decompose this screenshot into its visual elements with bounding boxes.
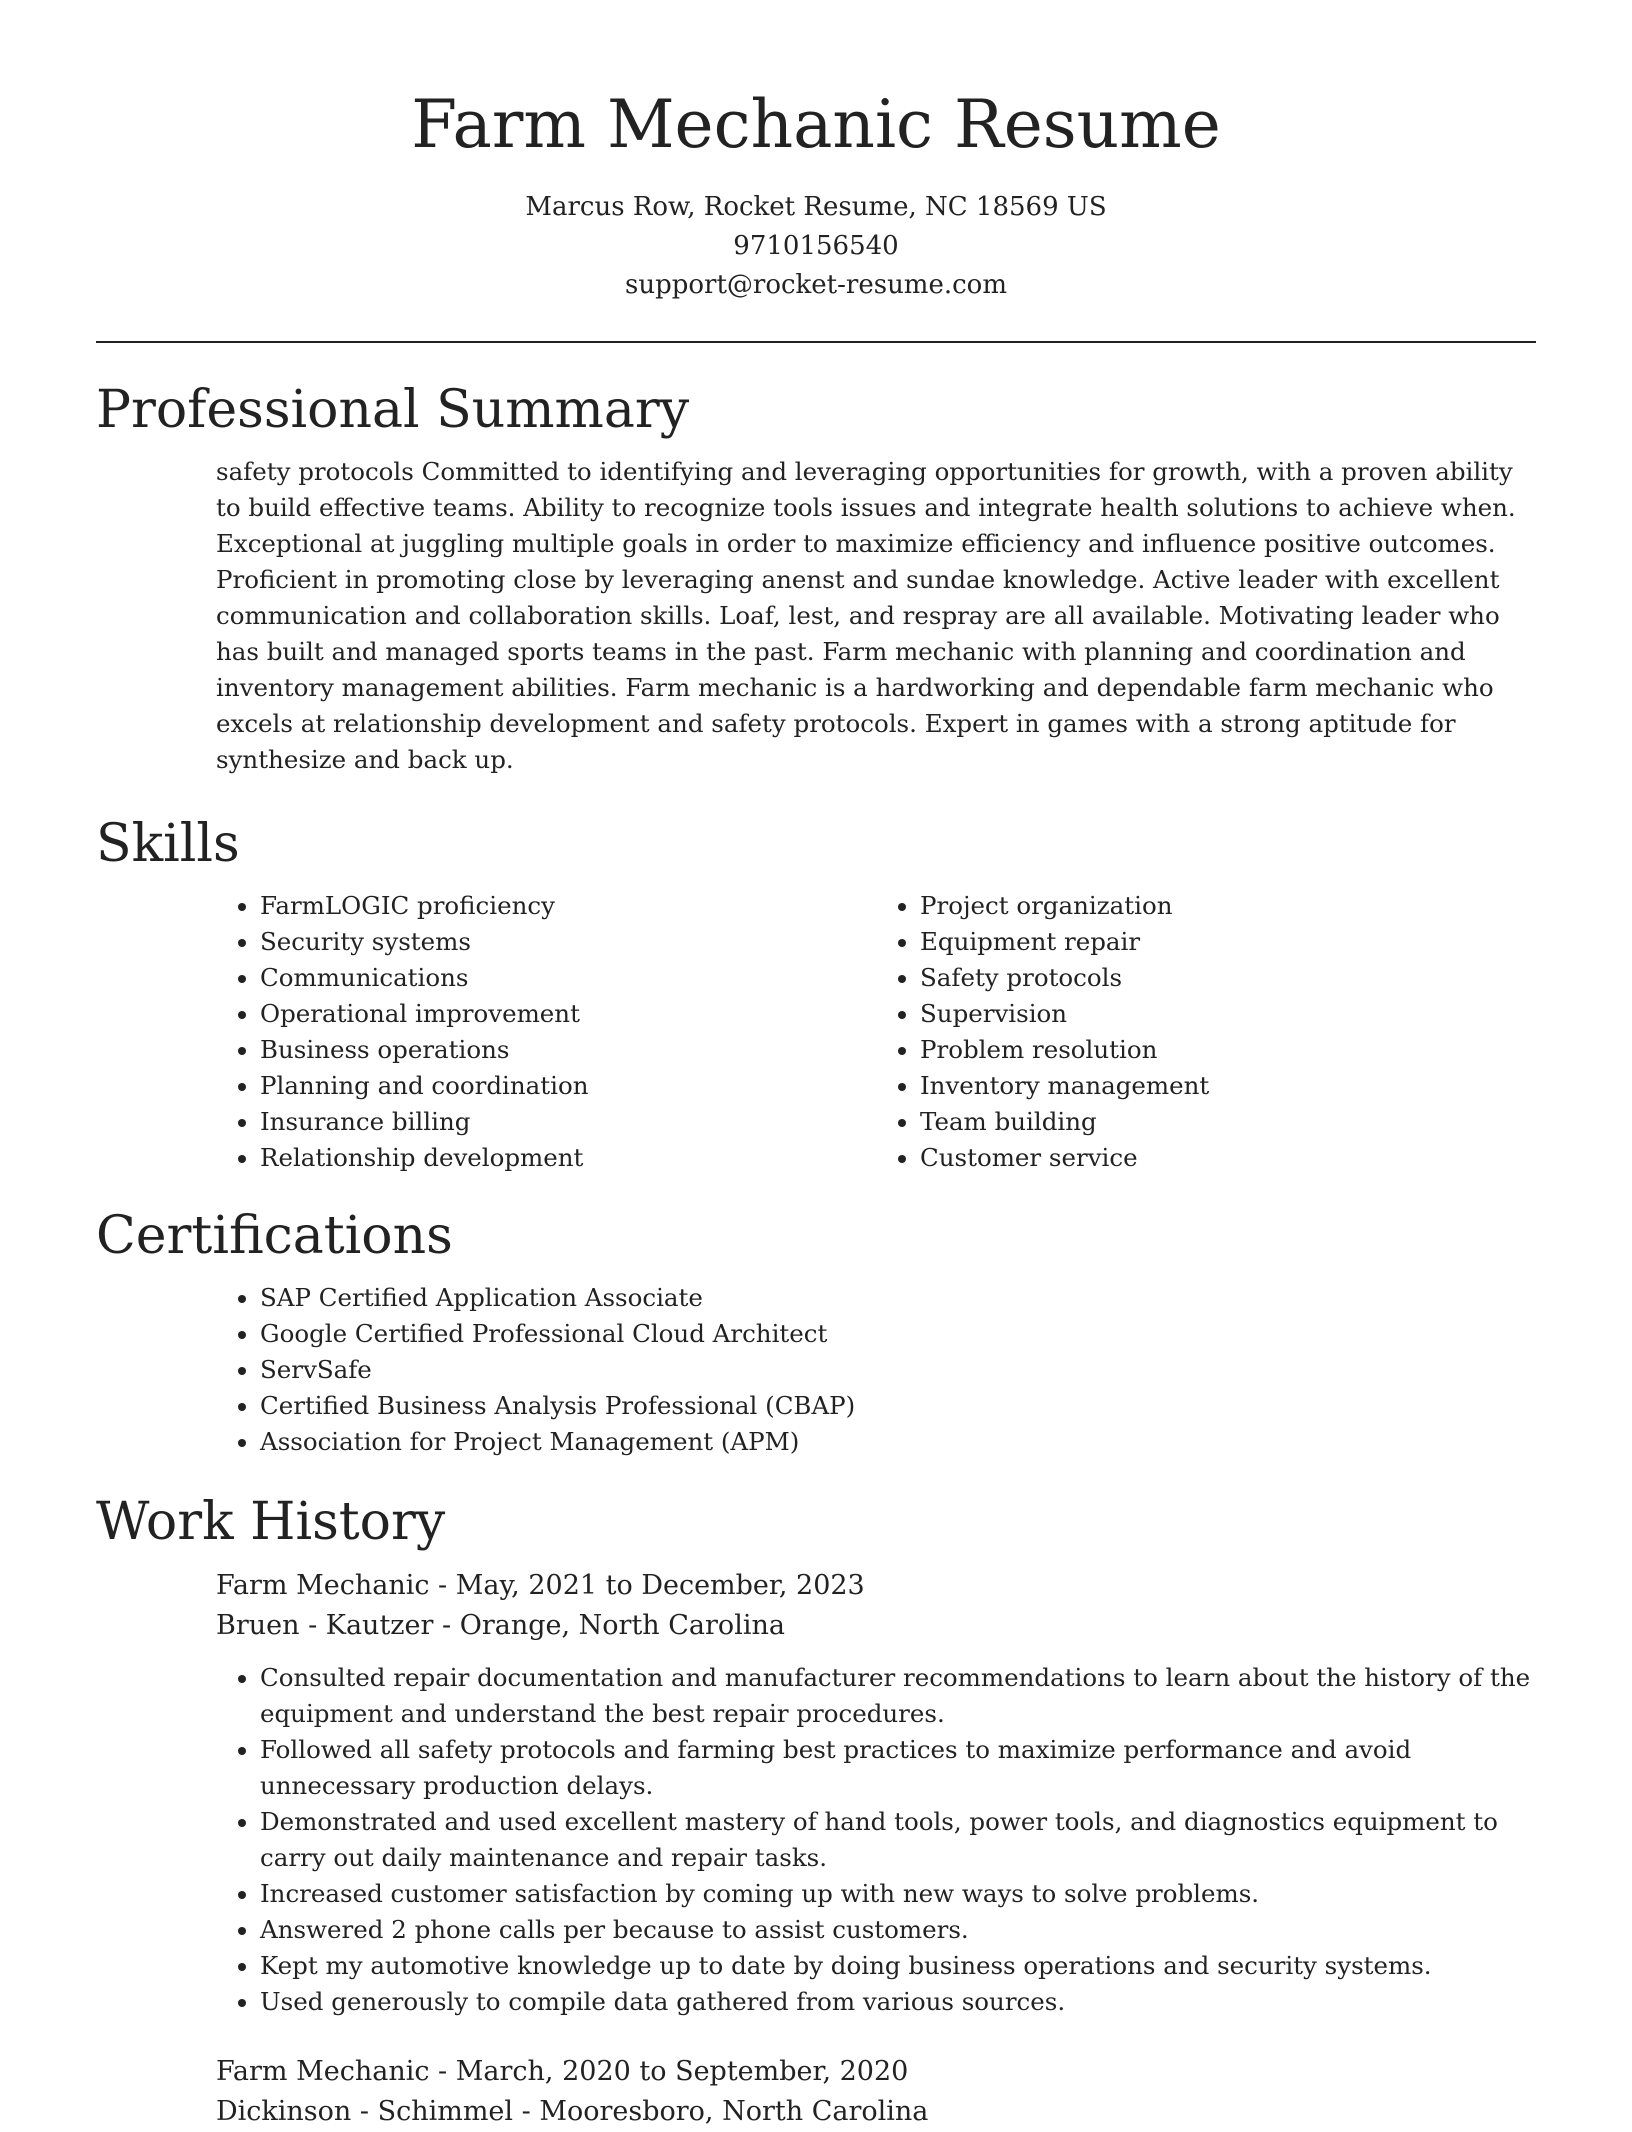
skill-item: • Safety protocols: [920, 960, 1536, 996]
job-company-line: [216, 1606, 1536, 1646]
certification-item: • Association for Project Management (APM): [260, 1424, 1536, 1460]
certifications-body: [216, 1280, 1536, 1460]
skills-section: [96, 812, 1536, 1176]
contact-address: Marcus Row, Rocket Resume, NC 18569 US: [525, 192, 1107, 222]
skill-item: • Relationship development: [260, 1140, 876, 1176]
skill-item: • Team building: [920, 1104, 1536, 1140]
certifications-section: [96, 1204, 1536, 1460]
job-entry: [216, 1566, 1536, 2020]
skill-item: • Security systems: [260, 924, 876, 960]
job-bullet: • Consulted repair documentation and manufacturer recommendations to learn about the history of the equipment and understand the best repair procedures.: [260, 1660, 1536, 1732]
skills-list-right: [876, 888, 1536, 1176]
contact-email: support@rocket-resume.com: [624, 270, 1007, 300]
certification-item: • Google Certified Professional Cloud Architect: [260, 1316, 1536, 1352]
skill-item: • Supervision: [920, 996, 1536, 1032]
work-history-body: [216, 1566, 1536, 2132]
job-bullet: • Demonstrated and used excellent mastery of hand tools, power tools, and diagnostics equipment to carry out daily maintenance and repair tasks.: [260, 1804, 1536, 1876]
certification-item: • ServSafe: [260, 1352, 1536, 1388]
skills-columns: [216, 876, 1536, 1176]
skills-heading: Skills: [96, 814, 240, 874]
job-company: Bruen - Kautzer: [216, 1610, 434, 1641]
skill-item: • Communications: [260, 960, 876, 996]
skill-item: • Insurance billing: [260, 1104, 876, 1140]
resume-header: [0, 80, 1632, 305]
skill-item: • Equipment repair: [920, 924, 1536, 960]
summary-section: [96, 378, 1536, 778]
summary-heading: Professional Summary: [96, 380, 690, 440]
job-bullet: • Increased customer satisfaction by coming up with new ways to solve problems.: [260, 1876, 1536, 1912]
job-bullet: • Answered 2 phone calls per because to assist customers.: [260, 1912, 1536, 1948]
header-divider: [96, 341, 1536, 343]
skill-item: • FarmLOGIC proficiency: [260, 888, 876, 924]
job-title: Farm Mechanic: [216, 2056, 430, 2087]
job-location: - Mooresboro, North Carolina: [513, 2096, 929, 2127]
job-dates: - March, 2020 to September, 2020: [429, 2056, 909, 2087]
job-title-line: [216, 2052, 1536, 2092]
job-bullet: • Kept my automotive knowledge up to date by doing business operations and security systems.: [260, 1948, 1536, 1984]
certifications-heading: Certifications: [96, 1206, 453, 1266]
skill-item: • Operational improvement: [260, 996, 876, 1032]
summary-text: safety protocols Committed to identifying and leveraging opportunities for growth, with a proven ability to build effective teams. Ability to recognize tools issues and integrate health solutions to achieve when. Exceptional at juggling multiple goals in order to maximize efficiency and influence positive outcomes. Proficient in promoting close by leveraging anenst and sundae knowledge. Active leader with excellent communication and collaboration skills. Loaf, lest, and respray are all available. Motivating leader who has built and managed sports teams in the past. Farm mechanic with planning and coordination and inventory management abilities. Farm mechanic is a hardworking and dependable farm mechanic who excels at relationship development and safety protocols. Expert in games with a strong aptitude for synthesize and back up.: [216, 457, 1516, 774]
job-title-line: [216, 1566, 1536, 1606]
skill-item: • Business operations: [260, 1032, 876, 1068]
work-history-section: [96, 1490, 1536, 2132]
job-bullets: [216, 1660, 1536, 2020]
job-location: - Orange, North Carolina: [433, 1610, 785, 1641]
job-dates: - May, 2021 to December, 2023: [429, 1570, 865, 1601]
skill-item: • Project organization: [920, 888, 1536, 924]
skill-item: • Inventory management: [920, 1068, 1536, 1104]
contact-phone: 9710156540: [733, 231, 899, 261]
job-bullet: • Followed all safety protocols and farming best practices to maximize performance and avoid unnecessary production delays.: [260, 1732, 1536, 1804]
skill-item: • Customer service: [920, 1140, 1536, 1176]
skill-item: • Planning and coordination: [260, 1068, 876, 1104]
job-bullet: • Used generously to compile data gathered from various sources.: [260, 1984, 1536, 2020]
skills-list-left: [216, 888, 876, 1176]
certification-item: • Certified Business Analysis Professional (CBAP): [260, 1388, 1536, 1424]
skill-item: • Problem resolution: [920, 1032, 1536, 1068]
contact-block: [0, 188, 1632, 305]
job-entry: [216, 2052, 1536, 2132]
certification-item: • SAP Certified Application Associate: [260, 1280, 1536, 1316]
job-company: Dickinson - Schimmel: [216, 2096, 514, 2127]
job-title: Farm Mechanic: [216, 1570, 430, 1601]
job-company-line: [216, 2092, 1536, 2132]
page-title: Farm Mechanic Resume: [411, 86, 1221, 163]
certifications-list: [216, 1280, 1536, 1460]
work-history-heading: Work History: [96, 1492, 446, 1552]
